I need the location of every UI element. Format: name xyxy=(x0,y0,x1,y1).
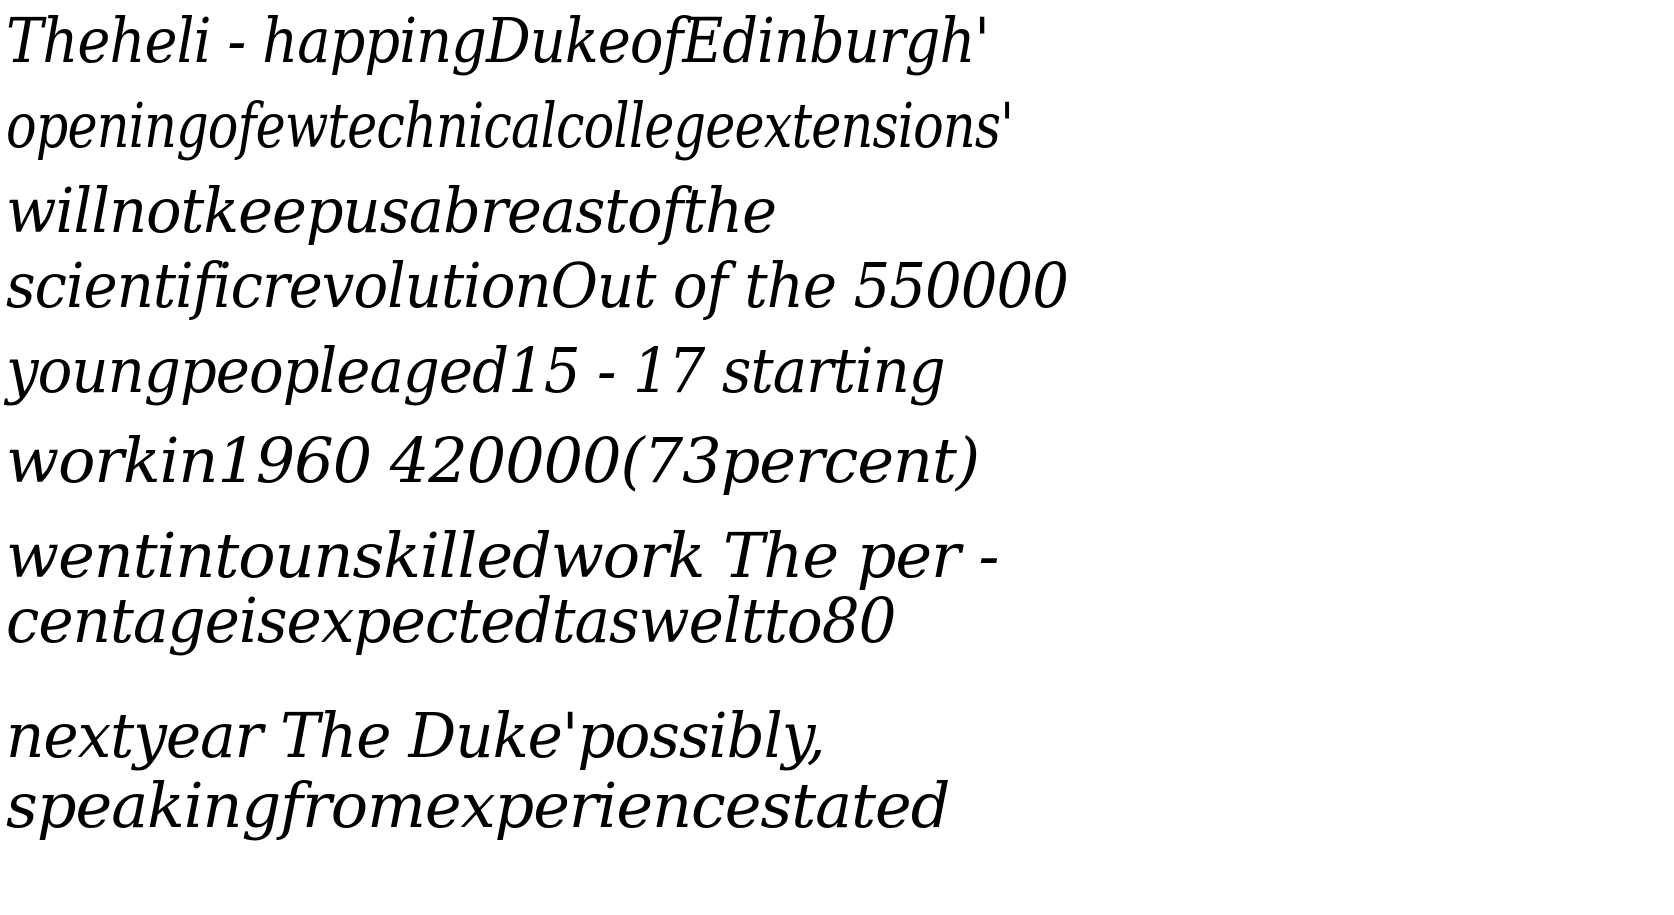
handwriting-line-7: wentintounskilledwork The per - xyxy=(6,519,999,592)
handwriting-line-3: willnotkeepusabreastofthe xyxy=(6,174,777,247)
handwriting-line-4: scientificrevolutionOut of the 550000 xyxy=(6,249,1069,322)
handwriting-line-5: youngpeopleaged15 - 17 starting xyxy=(6,334,945,407)
handwriting-line-2: openingofewtechnicalcollegeextensions' xyxy=(6,89,1014,162)
handwriting-line-8: centageisexpectedtasweltto80 xyxy=(6,584,896,657)
handwriting-line-9: nextyear The Duke'possibly, xyxy=(6,699,825,772)
handwriting-line-10: speakingfromexperiencestated xyxy=(6,769,950,842)
handwriting-line-6: workin1960 420000(73percent) xyxy=(6,424,980,497)
handwriting-line-1: Theheli - happingDukeofEdinburgh' xyxy=(6,4,989,77)
